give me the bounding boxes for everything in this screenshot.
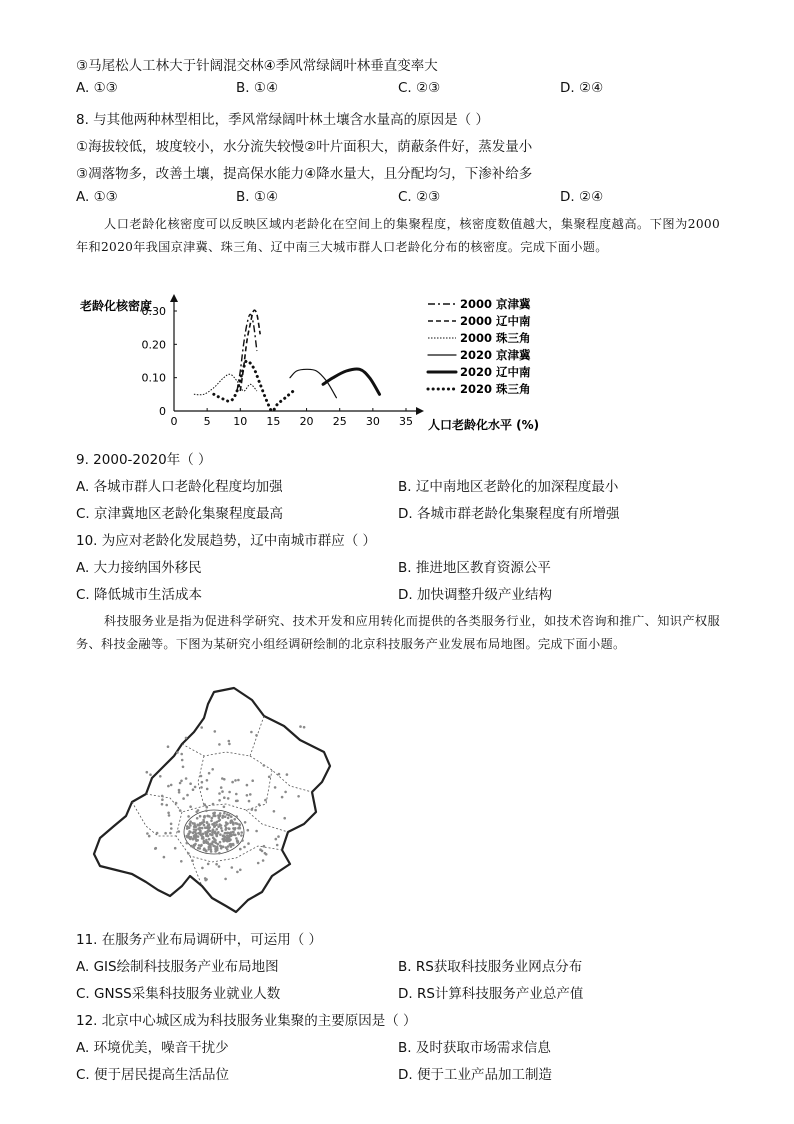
y-tick-label: 0	[159, 405, 166, 418]
service-point	[201, 781, 204, 784]
q7-option-a[interactable]: A. ①③	[76, 80, 118, 96]
service-point	[193, 824, 196, 827]
service-point	[167, 812, 170, 815]
service-point	[303, 726, 306, 729]
service-point	[182, 766, 185, 769]
service-point	[201, 821, 204, 824]
service-point	[203, 840, 206, 843]
q12-option-b[interactable]: B. 及时获取市场需求信息	[398, 1040, 551, 1056]
service-point	[175, 802, 178, 805]
service-point	[167, 785, 170, 788]
service-point	[192, 788, 195, 791]
service-point	[195, 839, 198, 842]
service-point	[228, 743, 231, 746]
service-point	[195, 811, 198, 814]
y-axis-arrow	[170, 294, 178, 302]
y-tick-label: 0.10	[141, 371, 166, 385]
q8-stem: 8. 与其他两种林型相比，季风常绿阔叶林土壤含水量高的原因是（ ）	[76, 112, 489, 128]
service-point	[241, 839, 244, 842]
service-point	[220, 824, 223, 827]
q10-option-b[interactable]: B. 推进地区教育资源公平	[398, 560, 551, 576]
q9-option-c[interactable]: C. 京津冀地区老龄化集聚程度最高	[76, 506, 284, 522]
service-point	[218, 792, 221, 795]
service-point	[229, 834, 232, 837]
service-point	[228, 740, 231, 743]
service-point	[231, 866, 234, 869]
x-tick-label: 35	[399, 415, 413, 428]
service-point	[218, 820, 221, 823]
service-point	[238, 824, 241, 827]
q11-stem: 11. 在服务产业布局调研中，可运用（ ）	[76, 932, 323, 948]
service-point	[211, 817, 214, 820]
service-point	[297, 795, 300, 798]
x-axis-arrow	[416, 407, 424, 415]
service-point	[235, 822, 238, 825]
service-point	[219, 833, 222, 836]
service-point	[161, 795, 164, 798]
service-point	[218, 852, 221, 855]
x-tick-label: 25	[332, 415, 347, 428]
service-point	[232, 821, 235, 824]
service-point	[201, 867, 204, 870]
service-point	[283, 817, 286, 820]
service-point	[222, 834, 225, 837]
y-tick-label: 0.20	[141, 338, 166, 352]
q8-statement-2: ③凋落物多，改善土壤，提高保水能力④降水量大，且分配均匀，下渗补给多	[76, 166, 533, 182]
service-point	[235, 793, 238, 796]
service-point	[237, 779, 240, 782]
service-point	[169, 832, 172, 835]
service-point	[206, 815, 209, 818]
service-point	[203, 803, 206, 806]
service-point	[148, 835, 151, 838]
service-point	[168, 814, 171, 817]
service-point	[194, 843, 197, 846]
service-point	[208, 823, 211, 826]
service-point	[200, 726, 203, 729]
service-point	[200, 845, 203, 848]
service-point	[236, 871, 239, 874]
service-point	[247, 829, 250, 832]
service-point	[220, 827, 223, 830]
x-tick-label: 0	[170, 415, 178, 428]
service-point	[278, 773, 281, 776]
service-point	[214, 830, 217, 833]
service-point	[235, 837, 238, 840]
service-point	[276, 844, 279, 847]
legend-label: 2000 辽中南	[460, 314, 531, 328]
q11-option-b[interactable]: B. RS获取科技服务业网点分布	[398, 959, 583, 975]
service-point	[214, 825, 217, 828]
service-point	[179, 809, 182, 812]
aging-density-chart	[70, 288, 570, 448]
service-point	[201, 827, 204, 830]
service-point	[208, 846, 211, 849]
service-point	[204, 879, 207, 882]
service-point	[206, 788, 209, 791]
q8-option-b[interactable]: B. ①④	[236, 189, 279, 205]
series-line	[290, 369, 336, 397]
service-point	[255, 734, 258, 737]
service-point	[192, 838, 195, 841]
service-point	[210, 820, 213, 823]
q9-option-d[interactable]: D. 各城市群老龄化集聚程度有所增强	[398, 506, 620, 522]
service-point	[226, 834, 229, 837]
service-point	[212, 845, 215, 848]
service-point	[181, 759, 184, 762]
service-point	[237, 840, 240, 843]
service-point	[215, 863, 218, 866]
service-point	[225, 846, 228, 849]
service-point	[273, 810, 276, 813]
service-point	[207, 835, 210, 838]
y-axis-label: 老龄化核密度	[80, 299, 153, 313]
service-point	[224, 839, 227, 842]
service-point	[258, 803, 261, 806]
service-point	[217, 831, 220, 834]
service-point	[239, 869, 242, 872]
service-point	[191, 859, 194, 862]
service-point	[193, 828, 196, 831]
service-point	[165, 804, 168, 807]
service-point	[214, 850, 217, 853]
q12-stem: 12. 北京中心城区成为科技服务业集聚的主要原因是（ ）	[76, 1013, 417, 1029]
q10-option-c[interactable]: C. 降低城市生活成本	[76, 587, 203, 603]
service-point	[205, 826, 208, 829]
service-point	[176, 751, 179, 754]
service-point	[223, 812, 226, 815]
service-point	[264, 799, 267, 802]
service-point	[232, 843, 235, 846]
service-point	[179, 782, 182, 785]
service-point	[210, 850, 213, 853]
q9-option-a[interactable]: A. 各城市群人口老龄化程度均加强	[76, 479, 283, 495]
service-point	[240, 831, 243, 834]
service-point	[227, 827, 230, 830]
service-point	[222, 815, 225, 818]
service-point	[274, 786, 277, 789]
service-point	[182, 797, 185, 800]
q9-option-b[interactable]: B. 辽中南地区老龄化的加深程度最小	[398, 479, 619, 495]
service-point	[164, 832, 167, 835]
service-point	[199, 827, 202, 830]
x-tick-label: 20	[299, 415, 314, 428]
service-point	[206, 821, 209, 824]
service-point	[235, 815, 238, 818]
service-point	[203, 849, 206, 852]
service-point	[191, 822, 194, 825]
service-point	[212, 836, 215, 839]
service-point	[206, 841, 209, 844]
q7-option-b[interactable]: B. ①④	[236, 80, 279, 96]
service-point	[237, 833, 240, 836]
service-point	[199, 830, 202, 833]
service-point	[232, 831, 235, 834]
service-point	[174, 847, 177, 850]
service-point	[248, 800, 251, 803]
service-point	[200, 786, 203, 789]
service-point	[199, 833, 202, 836]
service-point	[218, 799, 221, 802]
service-point	[206, 806, 209, 809]
service-point	[243, 846, 246, 849]
service-point	[202, 837, 205, 840]
service-point	[255, 830, 258, 833]
service-point	[249, 793, 252, 796]
q12-option-c[interactable]: C. 便于居民提高生活品位	[76, 1067, 230, 1083]
service-point	[154, 847, 157, 850]
service-point	[277, 835, 280, 838]
service-point	[225, 827, 228, 830]
service-point	[203, 815, 206, 818]
service-point	[218, 743, 221, 746]
service-point	[217, 826, 220, 829]
service-point	[265, 853, 268, 856]
service-point	[247, 842, 250, 845]
service-point	[211, 823, 214, 826]
service-point	[187, 852, 190, 855]
service-point	[246, 784, 249, 787]
q7-statement: ③马尾松人工林大于针阔混交林④季风常绿阔叶林垂直变率大	[76, 58, 438, 74]
intro-aging-density: 人口老龄化核密度可以反映区域内老龄化在空间上的集聚程度，核密度数值越大，集聚程度越高。下图为2000年和2020年我国京津冀、珠三角、辽中南三大城市群人口老龄化分布的核密度。完成下面小题。	[76, 217, 720, 254]
service-point	[199, 815, 202, 818]
q11-option-a[interactable]: A. GIS绘制科技服务产业布局地图	[76, 959, 279, 975]
service-point	[234, 779, 237, 782]
service-point	[216, 828, 219, 831]
service-point	[228, 791, 231, 794]
service-point	[227, 797, 230, 800]
service-point	[167, 745, 170, 748]
service-point	[146, 771, 149, 774]
service-point	[299, 725, 302, 728]
service-point	[229, 838, 232, 841]
service-point	[170, 827, 173, 830]
service-point	[251, 808, 254, 811]
x-tick-label: 30	[365, 415, 380, 428]
legend-label: 2000 京津冀	[460, 297, 531, 311]
series-line	[194, 374, 257, 395]
legend-label: 2020 京津冀	[460, 348, 531, 362]
service-point	[220, 786, 223, 789]
service-point	[230, 845, 233, 848]
service-point	[219, 841, 222, 844]
service-point	[212, 828, 215, 831]
service-point	[178, 789, 181, 792]
service-point	[159, 775, 162, 778]
service-point	[233, 834, 236, 837]
service-point	[251, 779, 254, 782]
x-tick-label: 5	[203, 415, 211, 428]
service-point	[170, 823, 173, 826]
service-point	[239, 827, 242, 830]
service-point	[244, 821, 247, 824]
q11-option-c[interactable]: C. GNSS采集科技服务业就业人数	[76, 986, 281, 1002]
service-point	[186, 842, 189, 845]
q10-option-a[interactable]: A. 大力接纳国外移民	[76, 560, 202, 576]
service-point	[189, 824, 192, 827]
service-point	[208, 772, 211, 775]
service-point	[194, 786, 197, 789]
service-point	[212, 803, 215, 806]
service-point	[200, 775, 203, 778]
service-point	[223, 806, 226, 809]
service-point	[189, 805, 192, 808]
service-point	[221, 777, 224, 780]
service-point	[218, 865, 221, 868]
service-point	[186, 827, 189, 830]
intro-tech-services: 科技服务业是指为促进科学研究、技术开发和应用转化而提供的各类服务行业，如技术咨询和推广、知识产权服务、科技金融等。下图为某研究小组经调研绘制的北京科技服务产业发展布局地图。完成下面小题。	[76, 614, 720, 651]
service-point	[263, 845, 266, 848]
service-point	[156, 832, 159, 835]
service-point	[227, 817, 230, 820]
service-point	[208, 838, 211, 841]
service-point	[207, 863, 210, 866]
service-point	[211, 768, 214, 771]
service-point	[223, 796, 226, 799]
service-point	[161, 798, 164, 801]
service-point	[204, 831, 207, 834]
service-point	[231, 781, 234, 784]
service-point	[205, 810, 208, 813]
service-point	[236, 800, 239, 803]
service-point	[216, 847, 219, 850]
service-point	[281, 796, 284, 799]
service-point	[180, 860, 183, 863]
service-point	[180, 753, 183, 756]
service-point	[161, 803, 164, 806]
legend-label: 2020 辽中南	[460, 365, 531, 379]
service-point	[178, 830, 181, 833]
service-point	[221, 830, 224, 833]
service-point	[240, 834, 243, 837]
legend-label: 2020 珠三角	[460, 382, 531, 396]
service-point	[261, 850, 264, 853]
service-point	[225, 832, 228, 835]
service-point	[219, 812, 222, 815]
q7-option-d[interactable]: D. ②④	[560, 80, 604, 96]
service-point	[257, 862, 260, 865]
service-point	[186, 794, 189, 797]
x-tick-label: 10	[233, 415, 248, 428]
service-point	[197, 835, 200, 838]
beijing-tech-service-map	[86, 686, 336, 916]
service-point	[180, 780, 183, 783]
service-point	[262, 859, 265, 862]
q7-option-c[interactable]: C. ②③	[398, 80, 441, 96]
service-point	[185, 777, 188, 780]
service-point	[190, 845, 193, 848]
service-point	[209, 833, 212, 836]
series-line	[323, 369, 379, 394]
service-point	[170, 784, 173, 787]
service-point	[194, 834, 197, 837]
beijing-boundary	[94, 688, 330, 912]
service-point	[226, 813, 229, 816]
service-point	[224, 878, 227, 881]
service-point	[286, 773, 289, 776]
service-point	[187, 833, 190, 836]
service-point	[208, 843, 211, 846]
service-point	[189, 782, 192, 785]
service-point	[246, 794, 249, 797]
service-point	[263, 764, 266, 767]
q8-option-c[interactable]: C. ②③	[398, 189, 441, 205]
service-point	[149, 773, 152, 776]
q12-option-a[interactable]: A. 环境优美，噪音干扰少	[76, 1040, 229, 1056]
q11-option-d[interactable]: D. RS计算科技服务产业总产值	[398, 986, 584, 1002]
service-point	[284, 791, 287, 794]
q10-stem: 10. 为应对老龄化发展趋势，辽中南城市群应（ ）	[76, 533, 377, 549]
service-point	[221, 790, 224, 793]
service-point	[187, 815, 190, 818]
service-point	[214, 730, 217, 733]
y-tick-label: 0.30	[141, 305, 166, 318]
service-point	[268, 776, 271, 779]
service-point	[203, 824, 206, 827]
q9-stem: 9. 2000-2020年（ ）	[76, 452, 212, 468]
service-point	[178, 791, 181, 794]
service-point	[192, 831, 195, 834]
q8-statement-1: ①海拔较低，坡度较小，水分流失较慢②叶片面积大，荫蔽条件好，蒸发量小	[76, 139, 533, 155]
service-point	[163, 856, 166, 859]
x-axis-label: 人口老龄化水平 (%)	[428, 418, 540, 432]
service-point	[212, 812, 215, 815]
service-point	[218, 816, 221, 819]
service-point	[188, 830, 191, 833]
q12-option-d[interactable]: D. 便于工业产品加工制造	[398, 1067, 552, 1083]
service-point	[220, 845, 223, 848]
service-point	[187, 835, 190, 838]
service-point	[250, 731, 253, 734]
q8-option-a[interactable]: A. ①③	[76, 189, 118, 205]
service-point	[205, 850, 208, 853]
q8-option-d[interactable]: D. ②④	[560, 189, 604, 205]
legend-label: 2000 珠三角	[460, 331, 531, 345]
service-point	[275, 838, 278, 841]
service-point	[233, 818, 236, 821]
service-point	[206, 779, 209, 782]
service-point	[230, 820, 233, 823]
service-point	[192, 846, 195, 849]
service-point	[185, 737, 188, 740]
service-point	[239, 848, 242, 851]
service-point	[197, 847, 200, 850]
service-point	[254, 809, 257, 812]
service-point	[225, 821, 228, 824]
q10-option-d[interactable]: D. 加快调整升级产业结构	[398, 587, 552, 603]
service-point	[146, 832, 149, 835]
service-point	[202, 833, 205, 836]
x-tick-label: 15	[266, 415, 281, 428]
service-point	[234, 827, 237, 830]
service-point	[196, 817, 199, 820]
